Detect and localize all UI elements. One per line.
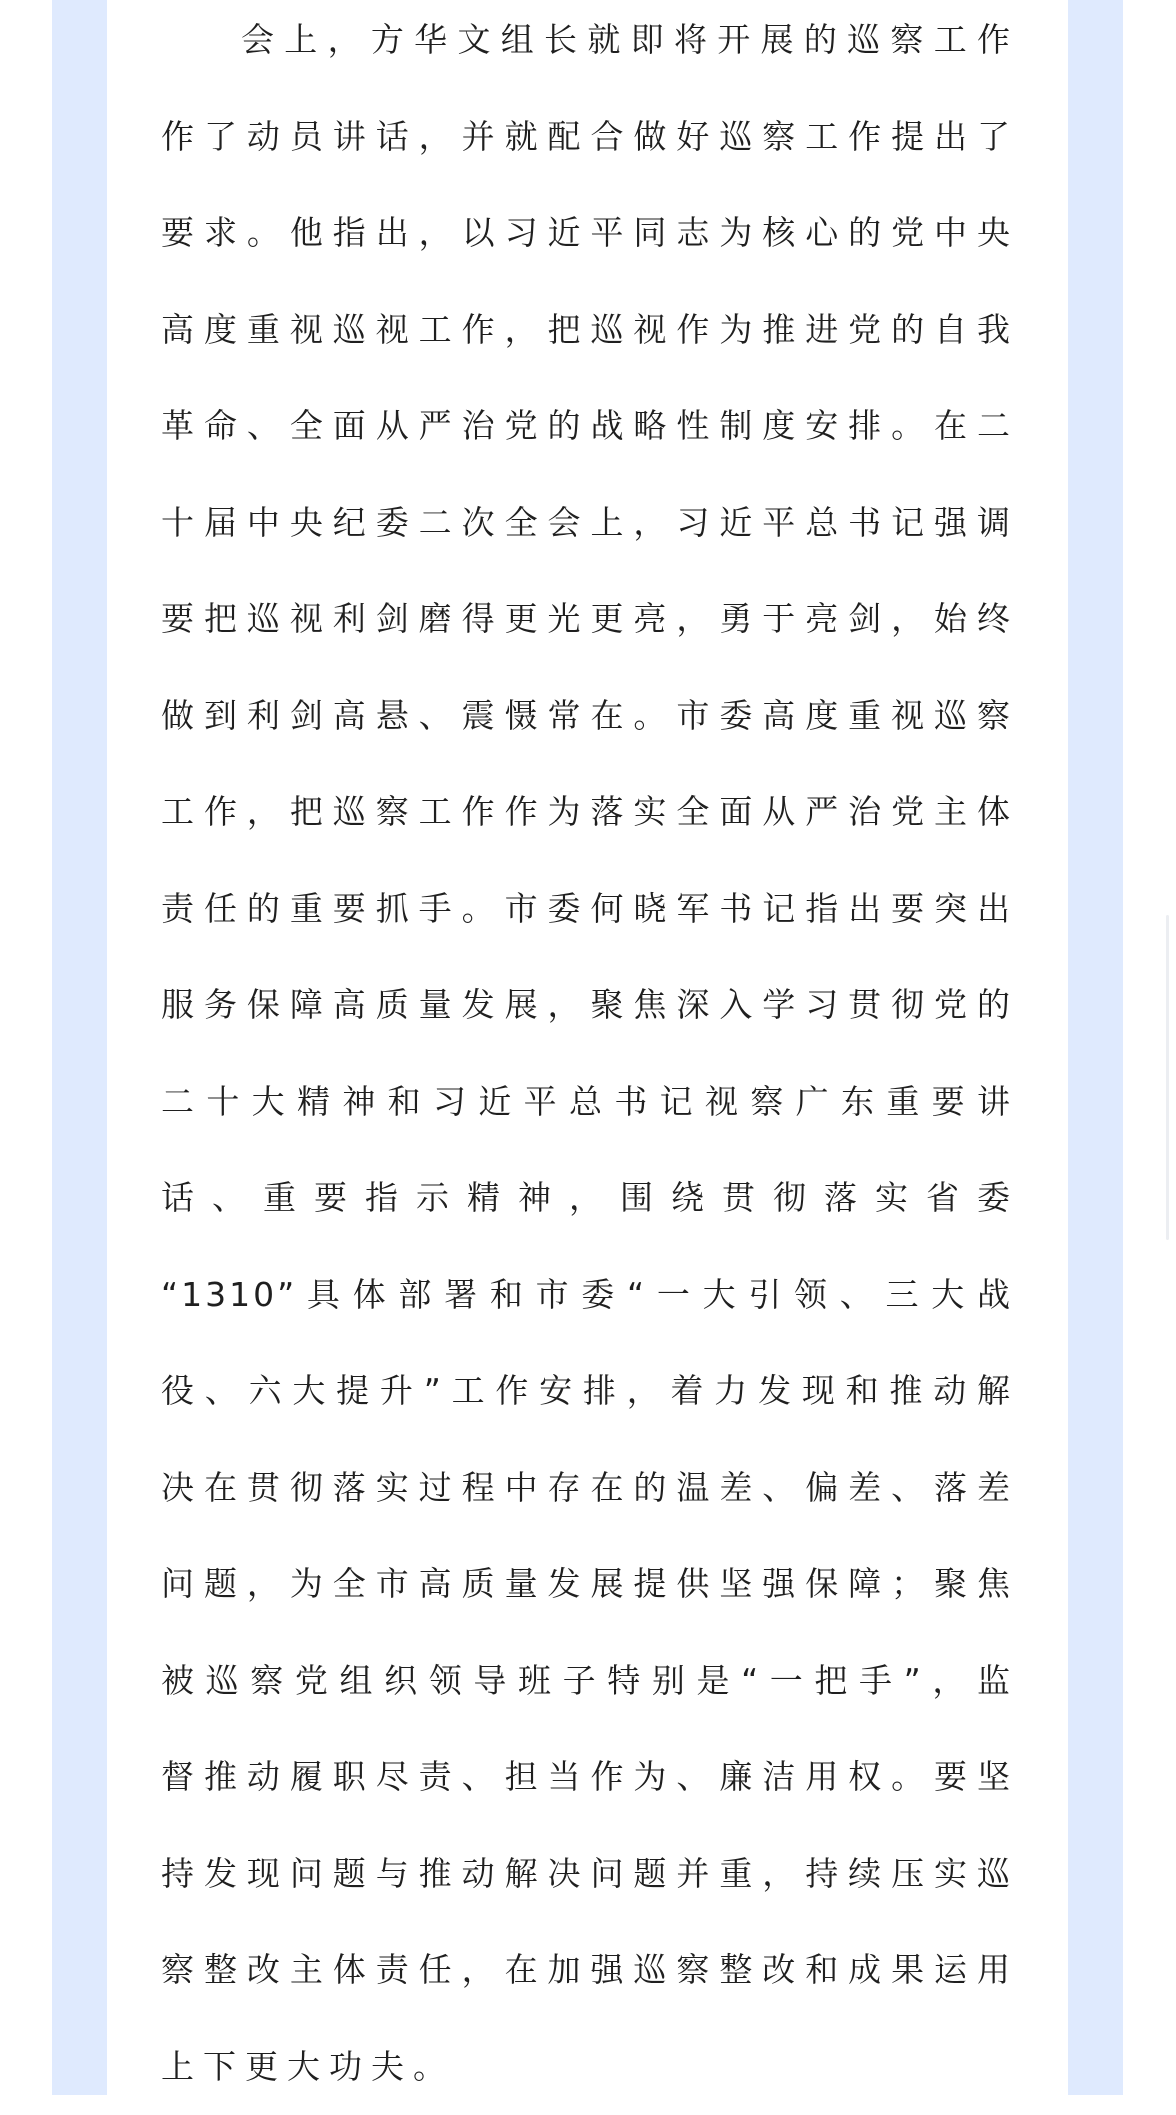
paragraph-line: 十届中央纪委二次全会上，习近平总书记强调	[161, 475, 1013, 572]
left-side-band	[52, 0, 107, 2095]
article-paragraph	[161, 0, 1013, 2115]
paragraph-line: 被巡察党组织领导班子特别是“一把手”，监	[161, 1633, 1013, 1730]
paragraph-line: 作了动员讲话，并就配合做好巡察工作提出了	[161, 89, 1013, 186]
paragraph-line: 服务保障高质量发展，聚焦深入学习贯彻党的	[161, 957, 1013, 1054]
paragraph-line: 高度重视巡视工作，把巡视作为推进党的自我	[161, 282, 1013, 379]
paragraph-line: 革命、全面从严治党的战略性制度安排。在二	[161, 378, 1013, 475]
article-body	[107, 0, 1068, 2095]
paragraph-line: 做到利剑高悬、震慑常在。市委高度重视巡察	[161, 668, 1013, 765]
paragraph-line: 工作，把巡察工作作为落实全面从严治党主体	[161, 764, 1013, 861]
paragraph-line: “1310”具体部署和市委“一大引领、三大战	[161, 1247, 1013, 1344]
paragraph-line: 会上，方华文组长就即将开展的巡察工作	[161, 0, 1013, 89]
paragraph-line: 役、六大提升”工作安排，着力发现和推动解	[161, 1343, 1013, 1440]
paragraph-line: 督推动履职尽责、担当作为、廉洁用权。要坚	[161, 1729, 1013, 1826]
paragraph-line: 二十大精神和习近平总书记视察广东重要讲	[161, 1054, 1013, 1151]
scroll-indicator[interactable]	[1166, 915, 1169, 1240]
paragraph-line: 察整改主体责任，在加强巡察整改和成果运用	[161, 1922, 1013, 2019]
paragraph-line: 责任的重要抓手。市委何晓军书记指出要突出	[161, 861, 1013, 958]
paragraph-line: 持发现问题与推动解决问题并重，持续压实巡	[161, 1826, 1013, 1923]
paragraph-line: 要求。他指出，以习近平同志为核心的党中央	[161, 185, 1013, 282]
paragraph-line: 决在贯彻落实过程中存在的温差、偏差、落差	[161, 1440, 1013, 1537]
paragraph-line: 上下更大功夫。	[161, 2019, 1013, 2115]
paragraph-line: 要把巡视利剑磨得更光更亮，勇于亮剑，始终	[161, 571, 1013, 668]
paragraph-line: 问题，为全市高质量发展提供坚强保障；聚焦	[161, 1536, 1013, 1633]
paragraph-line: 话、重要指示精神，围绕贯彻落实省委	[161, 1150, 1013, 1247]
right-side-band	[1068, 0, 1123, 2095]
